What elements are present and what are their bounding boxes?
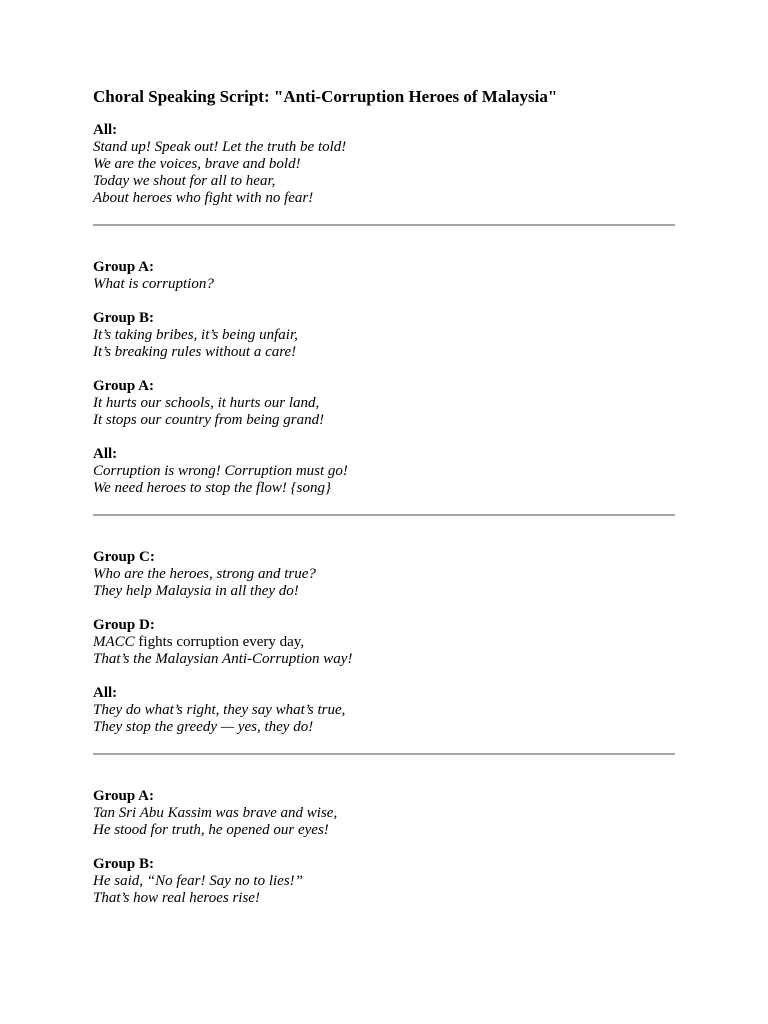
- script-section: [93, 549, 675, 736]
- verse-line: He said, “No fear! Say no to lies!”: [93, 873, 303, 889]
- script-content: [93, 122, 675, 907]
- verse-line-italic-part: MACC: [93, 634, 135, 650]
- section-divider: [93, 753, 675, 755]
- speaker-block: [93, 685, 675, 736]
- verse-line: He stood for truth, he opened our eyes!: [93, 822, 329, 838]
- speaker-label: All:: [93, 685, 118, 701]
- block-spacer: [93, 293, 675, 310]
- verse-line: What is corruption?: [93, 276, 214, 292]
- speaker-block: [93, 259, 675, 293]
- verse-line: About heroes who fight with no fear!: [93, 190, 314, 206]
- verse-line: Corruption is wrong! Corruption must go!: [93, 463, 348, 479]
- verse-line: That’s how real heroes rise!: [93, 890, 260, 906]
- section-divider: [93, 224, 675, 226]
- speaker-label: Group A:: [93, 259, 154, 275]
- speaker-label: All:: [93, 446, 118, 462]
- verse-line: It hurts our schools, it hurts our land,: [93, 395, 320, 411]
- speaker-block: [93, 549, 675, 600]
- verse-line: It stops our country from being grand!: [93, 412, 325, 428]
- verse-line: Tan Sri Abu Kassim was brave and wise,: [93, 805, 338, 821]
- verse-line: We need heroes to stop the flow! {song}: [93, 480, 331, 496]
- speaker-block: [93, 856, 675, 907]
- speaker-block: [93, 617, 675, 668]
- speaker-label: Group A:: [93, 378, 154, 394]
- block-spacer: [93, 361, 675, 378]
- block-spacer: [93, 600, 675, 617]
- speaker-label: Group D:: [93, 617, 155, 633]
- verse-line: They do what’s right, they say what’s true,: [93, 702, 346, 718]
- script-title: Choral Speaking Script: "Anti-Corruption Heroes of Malaysia": [93, 87, 558, 106]
- verse-line: It’s breaking rules without a care!: [93, 344, 297, 360]
- speaker-label: Group B:: [93, 856, 154, 872]
- verse-line: We are the voices, brave and bold!: [93, 156, 301, 172]
- verse-line: It’s taking bribes, it’s being unfair,: [93, 327, 298, 343]
- speaker-block: [93, 310, 675, 361]
- speaker-block: [93, 788, 675, 839]
- speaker-block: [93, 378, 675, 429]
- script-section: [93, 122, 675, 207]
- speaker-label: Group C:: [93, 549, 155, 565]
- verse-line: Who are the heroes, strong and true?: [93, 566, 316, 582]
- speaker-label: Group B:: [93, 310, 154, 326]
- section-divider: [93, 514, 675, 516]
- verse-line: They stop the greedy — yes, they do!: [93, 719, 314, 735]
- block-spacer: [93, 429, 675, 446]
- speaker-label: Group A:: [93, 788, 154, 804]
- block-spacer: [93, 668, 675, 685]
- verse-line: They help Malaysia in all they do!: [93, 583, 299, 599]
- verse-line: That’s the Malaysian Anti-Corruption way!: [93, 651, 353, 667]
- verse-line: [93, 634, 675, 651]
- verse-line: Today we shout for all to hear,: [93, 173, 276, 189]
- block-spacer: [93, 839, 675, 856]
- document-page: [93, 86, 675, 907]
- verse-line-upright-part: fights corruption every day,: [134, 634, 305, 650]
- speaker-block: [93, 122, 675, 207]
- script-section: [93, 788, 675, 907]
- verse-line: Stand up! Speak out! Let the truth be told!: [93, 139, 347, 155]
- speaker-block: [93, 446, 675, 497]
- speaker-label: All:: [93, 122, 118, 138]
- script-section: [93, 259, 675, 497]
